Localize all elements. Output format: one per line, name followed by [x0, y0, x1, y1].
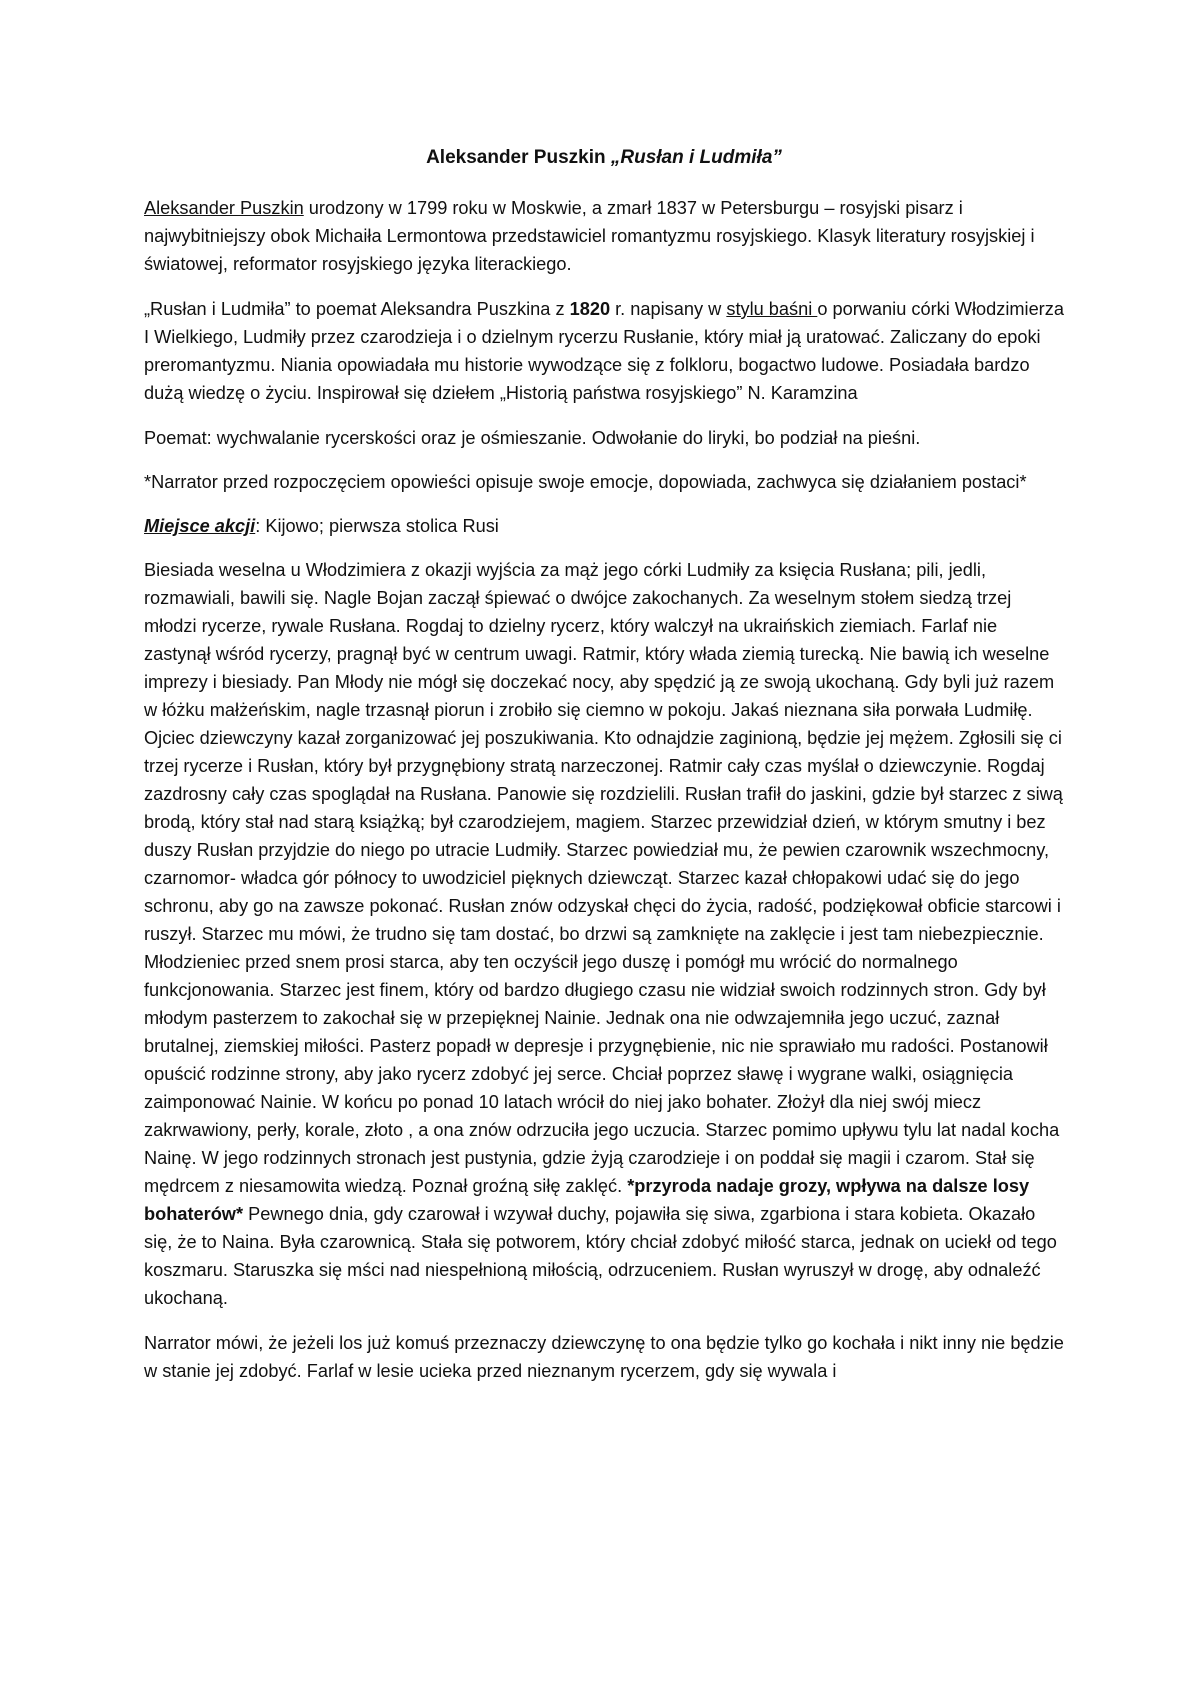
nature-note: *przyroda nadaje grozy, wpływa na dalsze losy bohaterów*	[144, 1176, 1030, 1224]
paragraph-poem-intro	[144, 295, 1064, 407]
paragraph-biography	[144, 194, 1064, 278]
title-work: „Rusłan i Ludmiła”	[610, 147, 782, 168]
paragraph-plot-summary	[144, 556, 1064, 1312]
plot-text-b: Pewnego dnia, gdy czarował i wzywał duchy, pojawiła się siwa, zgarbiona i stara kobieta. Okazało się, że to Naina. Była czarownicą. Stała się potworem, który chciał zdobyć miłość starca, jednak on uciekł od tego koszmaru. Staruszka się mści nad niespełnioną miłością, odrzuceniem. Rusłan wyruszył w drogę, aby odnaleźć ukochaną.	[144, 1204, 1057, 1308]
paragraph-poem-features: Poemat: wychwalanie rycerskości oraz je ośmieszanie. Odwołanie do liryki, bo podział na pieśni.	[144, 428, 921, 448]
paragraph-narrator-fate: Narrator mówi, że jeżeli los już komuś przeznaczy dziewczynę to ona będzie tylko go kochała i nikt inny nie będzie w stanie jej zdobyć. Farlaf w lesie ucieka przed nieznanym rycerzem, gdy się wywala i	[144, 1333, 1064, 1381]
setting-text: : Kijowo; pierwsza stolica Rusi	[255, 516, 499, 536]
intro-text-a: „Rusłan i Ludmiła” to poemat Aleksandra Puszkina z	[144, 299, 570, 319]
paragraph-narrator-note: *Narrator przed rozpoczęciem opowieści opisuje swoje emocje, dopowiada, zachwyca się działaniem postaci*	[144, 472, 1027, 492]
setting-label: Miejsce akcji	[144, 516, 256, 536]
biography-text: urodzony w 1799 roku w Moskwie, a zmarł 1837 w Petersburgu – rosyjski pisarz i najwybitniejszy obok Michaiła Lermontowa przedstawiciel romantyzmu rosyjskiego. Klasyk literatury rosyjskiej i światowej, reformator rosyjskiego języka literackiego.	[144, 198, 1035, 274]
fairy-tale-style-link[interactable]: stylu baśni	[726, 299, 818, 319]
plot-text-a: Biesiada weselna u Włodzimiera z okazji wyjścia za mąż jego córki Ludmiły za księcia Rusłana; pili, jedli, rozmawiali, bawili się. Nagle Bojan zaczął śpiewać o dwójce zakochanych. Za weselnym stołem siedzą trzej młodzi rycerze, rywale Rusłana. Rogdaj to dzielny rycerz, który walczył na ukraińskich ziemiach. Farlaf nie zastynął wśród rycerzy, pragnął być w centrum uwagi. Ratmir, który włada ziemią turecką. Nie bawią ich weselne imprezy i biesiady. Pan Młody nie mógł się doczekać nocy, aby spędzić ją ze swoją ukochaną. Gdy byli już razem w łóżku małżeńskim, nagle trzasnął piorun i zrobiło się ciemno w pokoju. Jakaś nieznana siła porwała Ludmiłę. Ojciec dziewczyny kazał zorganizować jej poszukiwania. Kto odnajdzie zaginioną, będzie jej mężem. Zgłosili się ci trzej rycerze i Rusłan, który był przygnębiony stratą narzeczonej. Ratmir cały czas myślał o dziewczynie. Rogdaj zazdrosny cały czas spoglądał na Rusłana. Panowie się rozdzielili. Rusłan trafił do jaskini, gdzie był starzec z siwą brodą, który stał nad starą książką; był czarodziejem, magiem. Starzec przewidział dzień, w którym smutny i bez duszy Rusłan przyjdzie do niego po utracie Ludmiły. Starzec powiedział mu, że pewien czarownik wszechmocny, czarnomor- władca gór północy to uwodziciel pięknych dziewcząt. Starzec kazał chłopakowi udać się do jego schronu, aby go na zawsze pokonać. Rusłan znów odzyskał chęci do życia, radość, podziękował obficie starcowi i ruszył. Starzec mu mówi, że trudno się tam dostać, bo drzwi są zamknięte na zaklęcie i jest tam niebezpiecznie. Młodzieniec przed snem prosi starca, aby ten oczyścił jego duszę i pomógł mu wrócić do normalnego funkcjonowania. Starzec jest finem, który od bardzo długiego czasu nie widział swoich rodzinnych stron. Gdy był młodym pasterzem to zakochał się w przepięknej Nainie. Jednak ona nie odwzajemniła jego uczuć, zaznał brutalnej, ziemskiej miłości. Pasterz popadł w depresje i przygnębienie, nic nie sprawiało mu radości. Postanowił opuścić rodzinne strony, aby jako rycerz zdobyć jej serce. Chciał poprzez sławę i wygrane walki, osiągnięcia zaimponować Nainie. W końcu po ponad 10 latach wrócił do niej jako bohater. Złożył dla niej swój miecz zakrwawiony, perły, korale, złoto , a ona znów odrzuciła jego uczucia. Starzec pomimo upływu tylu lat nadal kocha Nainę. W jego rodzinnych stronach jest pustynia, gdzie żyją czarodzieje i on poddał się magii i czarom. Stał się mędrcem z niesamowita wiedzą. Poznał groźną siłę zaklęć.	[144, 560, 1063, 1196]
year-1820: 1820	[569, 299, 611, 319]
intro-text-b: r. napisany w	[610, 299, 727, 319]
title-author: Aleksander Puszkin	[426, 147, 611, 168]
paragraph-setting	[144, 512, 1064, 540]
document-body	[144, 144, 1064, 1402]
author-link[interactable]: Aleksander Puszkin	[144, 198, 304, 218]
intro-text-c: o porwaniu córki Włodzimierza I Wielkiego, Ludmiły przez czarodzieja i o dzielnym rycerzu Rusłanie, który miał ją uratować. Zaliczany do epoki preromantyzmu. Niania opowiadała mu historie wywodzące się z folkloru, bogactwo ludowe. Posiadała bardzo dużą wiedzę o życiu. Inspirował się dziełem „Historią państwa rosyjskiego” N. Karamzina	[144, 299, 1064, 403]
document-title	[144, 144, 1064, 172]
